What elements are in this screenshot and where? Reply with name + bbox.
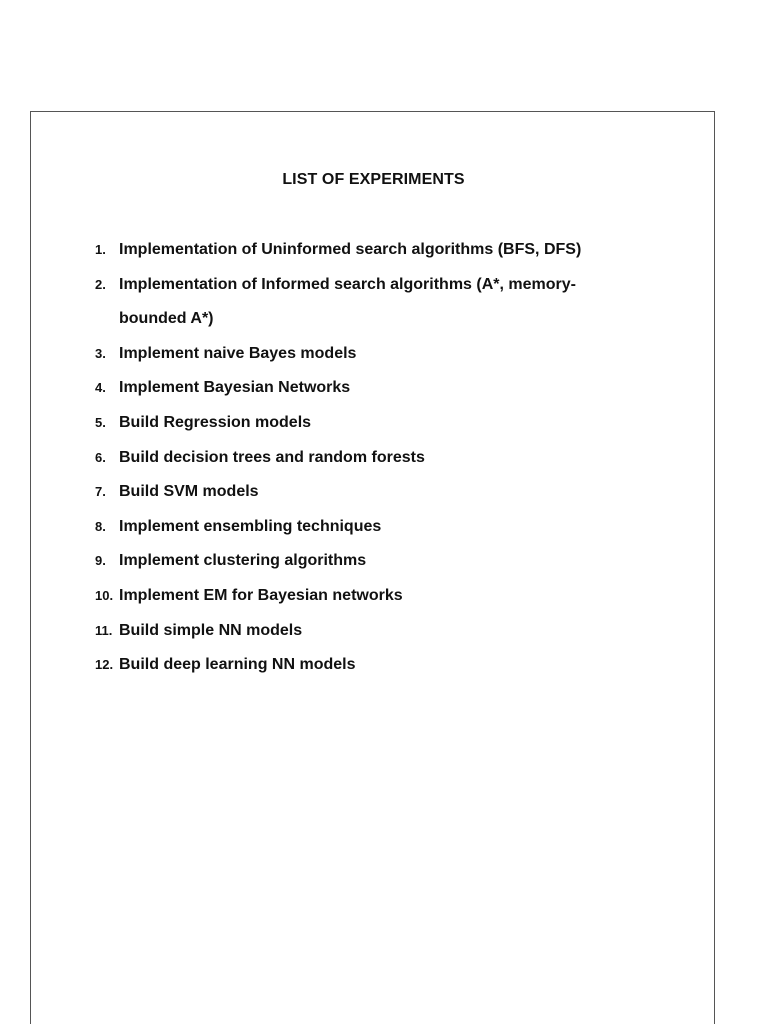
list-item: [95, 409, 639, 444]
document-page: [30, 111, 715, 1024]
list-item: [95, 651, 639, 686]
list-item: [95, 547, 639, 582]
item-number: 12.: [95, 657, 114, 673]
list-item: [95, 582, 639, 617]
list-item: [95, 513, 639, 548]
list-item: [95, 271, 639, 340]
list-item: [95, 236, 639, 271]
item-number: 10.: [95, 587, 114, 603]
list-item: [95, 444, 639, 479]
item-number: 5.: [95, 414, 106, 430]
list-item: [95, 340, 639, 375]
experiment-list: [95, 236, 639, 686]
item-number: 1.: [95, 242, 106, 257]
item-number: 6.: [95, 449, 106, 465]
item-number: 3.: [95, 345, 106, 361]
item-text: Build Regression models: [119, 413, 312, 431]
item-text: Build simple NN models: [119, 621, 303, 639]
item-number: 11.: [95, 622, 113, 638]
item-number: 9.: [95, 553, 106, 569]
item-text: Implementation of Uninformed search algorithms (BFS, DFS): [119, 241, 582, 258]
item-text: Implement EM for Bayesian networks: [119, 586, 403, 604]
item-text: Build SVM models: [119, 483, 259, 501]
list-item: [95, 478, 639, 513]
item-text: Implement naive Bayes models: [119, 344, 357, 362]
item-text: Implement ensembling techniques: [119, 517, 382, 535]
item-text: Implementation of Informed search algorithms (A*, memory-bounded A*): [119, 275, 576, 328]
item-text: Implement clustering algorithms: [119, 552, 367, 570]
document-title: LIST OF EXPERIMENTS: [282, 171, 465, 188]
item-number: 4.: [95, 380, 106, 396]
item-text: Build deep learning NN models: [119, 656, 356, 674]
item-number: 2.: [95, 276, 106, 292]
item-text: Build decision trees and random forests: [119, 448, 425, 466]
item-number: 7.: [95, 484, 106, 500]
list-item: [95, 374, 639, 409]
item-text: Implement Bayesian Networks: [119, 379, 351, 397]
item-number: 8.: [95, 518, 106, 534]
list-item: [95, 617, 639, 652]
